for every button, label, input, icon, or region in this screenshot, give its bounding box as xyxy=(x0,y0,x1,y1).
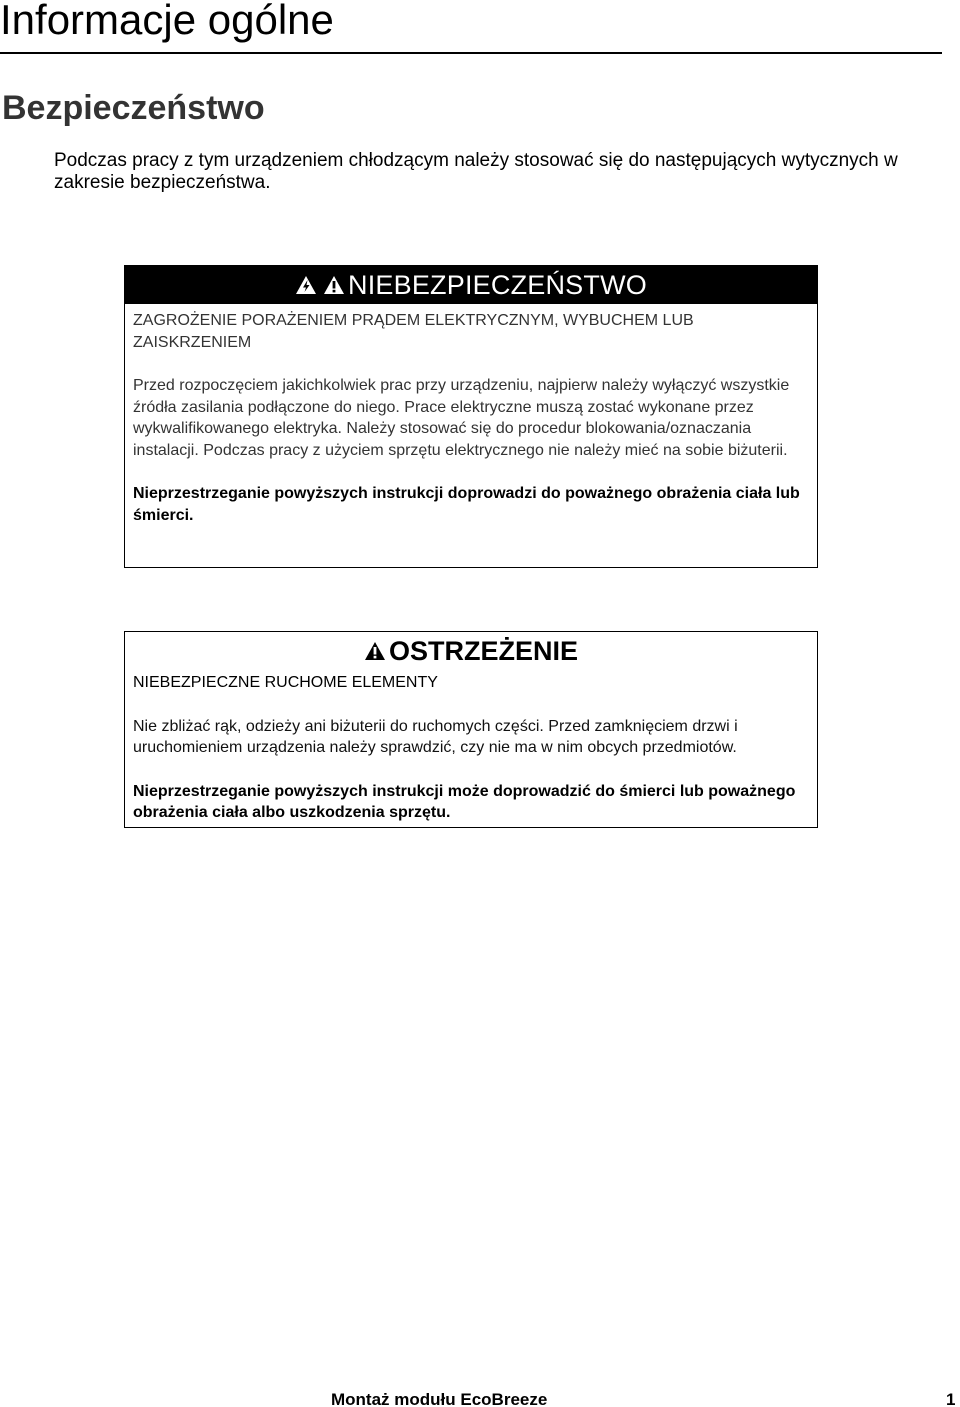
warning-header xyxy=(125,632,817,668)
chapter-title: Informacje ogólne xyxy=(0,0,334,43)
electric-shock-warning-icon xyxy=(295,275,317,295)
section-title: Bezpieczeństwo xyxy=(2,89,265,127)
warning-body xyxy=(125,668,817,824)
warning-safety-box xyxy=(124,631,818,828)
warning-instructions: Nie zbliżać rąk, odzieży ani biżuterii do ruchomych części. Przed zamknięciem drzwi i uruchomieniem urządzenia należy sprawdzić, czy nie ma w nim obcych przedmiotów. xyxy=(133,717,738,756)
warning-signal-word: OSTRZEŻENIE xyxy=(388,636,578,666)
danger-hazard-statement: ZAGROŻENIE PORAŻENIEM PRĄDEM ELEKTRYCZNYM, WYBUCHEM LUB ZAISKRZENIEM xyxy=(133,312,694,351)
chapter-divider xyxy=(0,52,942,54)
footer-page-number: 1 xyxy=(946,1390,956,1407)
danger-consequence: Nieprzestrzeganie powyższych instrukcji doprowadzi do poważnego obrażenia ciała lub śmierci. xyxy=(133,485,800,524)
warning-consequence: Nieprzestrzeganie powyższych instrukcji może doprowadzić do śmierci lub poważnego obrażenia ciała albo uszkodzenia sprzętu. xyxy=(133,782,796,821)
exclamation-warning-icon xyxy=(364,641,386,661)
danger-instructions: Przed rozpoczęciem jakichkolwiek prac przy urządzeniu, najpierw należy wyłączyć wszystkie źródła zasilania podłączone do niego. Prace elektryczne muszą zostać wykonane przez wykwalifikowanego elektryka. Należy stosować się do procedur blokowania/oznaczania instalacji. Podczas pracy z użyciem sprzętu elektrycznego nie należy mieć na sobie biżuterii. xyxy=(133,377,790,459)
danger-safety-box xyxy=(124,265,818,568)
exclamation-warning-icon xyxy=(323,275,345,295)
footer-document-title: Montaż modułu EcoBreeze xyxy=(331,1390,548,1407)
intro-paragraph: Podczas pracy z tym urządzeniem chłodzącym należy stosować się do następujących wytycznych w zakresie bezpieczeństwa. xyxy=(54,150,898,193)
danger-body xyxy=(125,304,817,526)
warning-hazard-statement: NIEBEZPIECZNE RUCHOME ELEMENTY xyxy=(133,674,438,691)
danger-signal-word: NIEBEZPIECZEŃSTWO xyxy=(348,270,647,300)
danger-header xyxy=(125,266,817,304)
